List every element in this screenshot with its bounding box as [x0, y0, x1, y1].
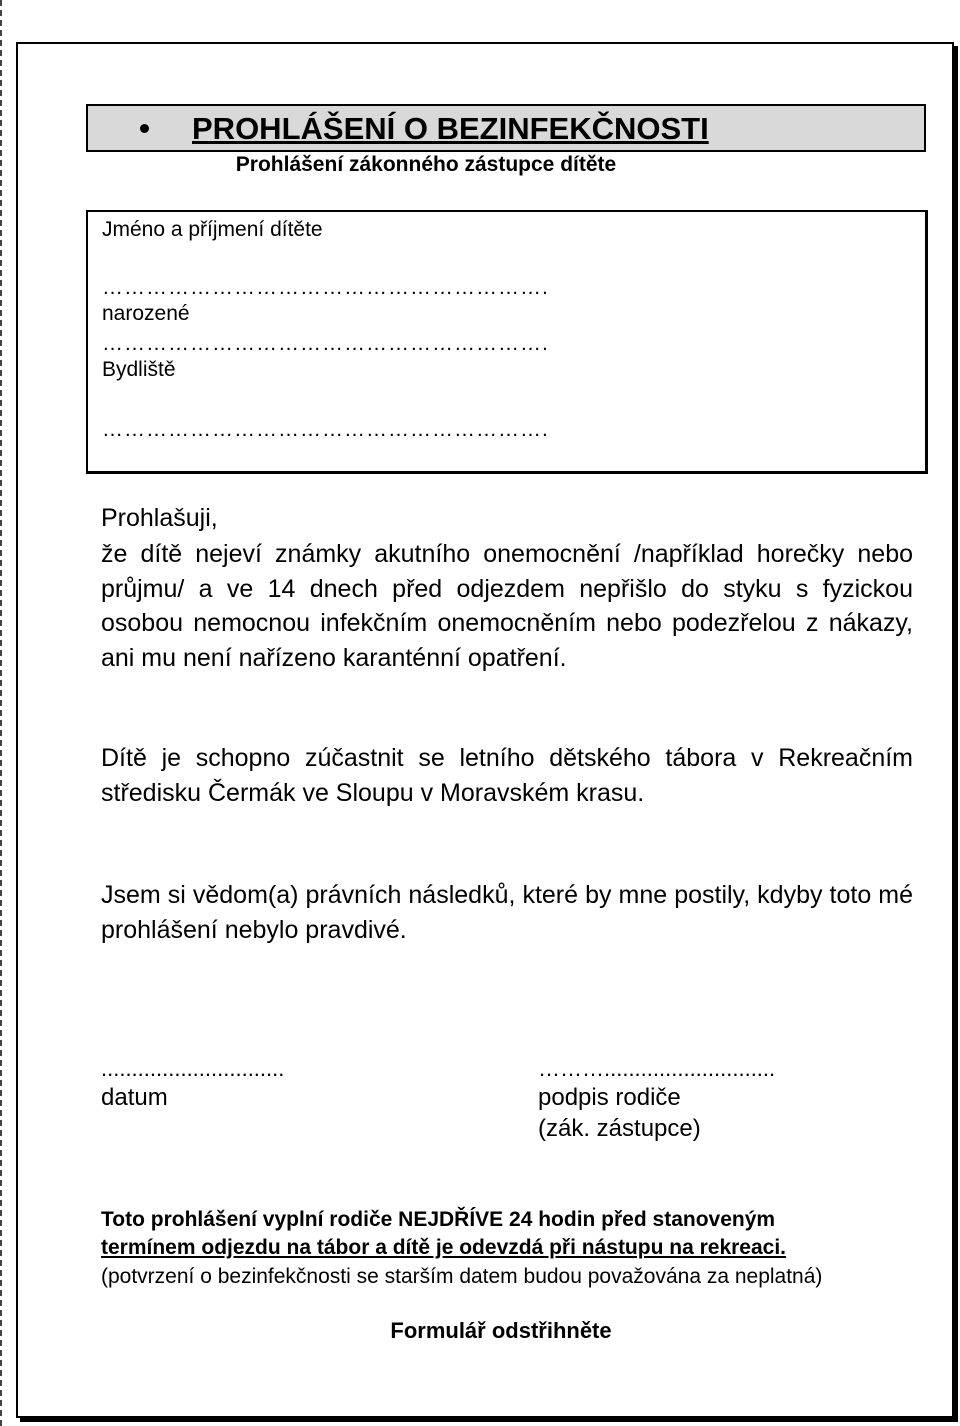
- note-plain-line: (potvrzení o bezinfekčnosti se starším datem budou považována za neplatná): [101, 1265, 823, 1288]
- cut-instruction: Formulář odstřihněte: [390, 1318, 612, 1343]
- born-label: narozené: [102, 302, 190, 325]
- note-bold-line: Toto prohlášení vyplní rodiče NEJDŘÍVE 24 hodin před stanoveným: [101, 1208, 776, 1231]
- child-name-field[interactable]: …………………………………………………….: [102, 276, 549, 299]
- declaration-paragraph-2: Dítě je schopno zúčastnit se letního dětského tábora v Rekreačním středisku Čermák ve Sloupu v Moravském krasu.: [101, 744, 913, 807]
- parent-signature-field[interactable]: ………............................: [538, 1056, 776, 1081]
- parent-signature-label: podpis rodiče: [538, 1084, 681, 1111]
- date-field[interactable]: ..............................: [101, 1056, 285, 1081]
- residence-label: Bydliště: [102, 358, 176, 381]
- form-subtitle: Prohlášení zákonného zástupce dítěte: [235, 153, 617, 176]
- declaration-intro: Prohlašuji,: [101, 504, 218, 532]
- born-field[interactable]: …………………………………………………….: [102, 332, 549, 355]
- bullet-icon: [140, 124, 149, 133]
- child-info-box: [86, 210, 928, 474]
- note-underlined-line: termínem odjezdu na tábor a dítě je odevzdá při nástupu na rekreaci.: [101, 1236, 787, 1259]
- parent-signature-sublabel: (zák. zástupce): [538, 1115, 701, 1142]
- child-name-label: Jméno a příjmení dítěte: [102, 218, 323, 241]
- date-label: datum: [101, 1084, 168, 1111]
- title-bar: [86, 104, 926, 152]
- cut-line: [0, 0, 2, 1426]
- declaration-paragraph-1: že dítě nejeví známky akutního onemocnění /například horečky nebo průjmu/ a ve 14 dnech před odjezdem nepřišlo do styku s fyzickou osobou nemocnou infekčním onemocněním nebo podezřelou z nákazy, ani mu není nařízeno karanténní opatření.: [101, 540, 913, 672]
- declaration-paragraph-3: Jsem si vědom(a) právních následků, které by mne postily, kdyby toto mé prohlášení nebylo pravdivé.: [101, 881, 913, 944]
- form-title: PROHLÁŠENÍ O BEZINFEKČNOSTI: [192, 111, 709, 146]
- residence-field[interactable]: …………………………………………………….: [102, 418, 549, 441]
